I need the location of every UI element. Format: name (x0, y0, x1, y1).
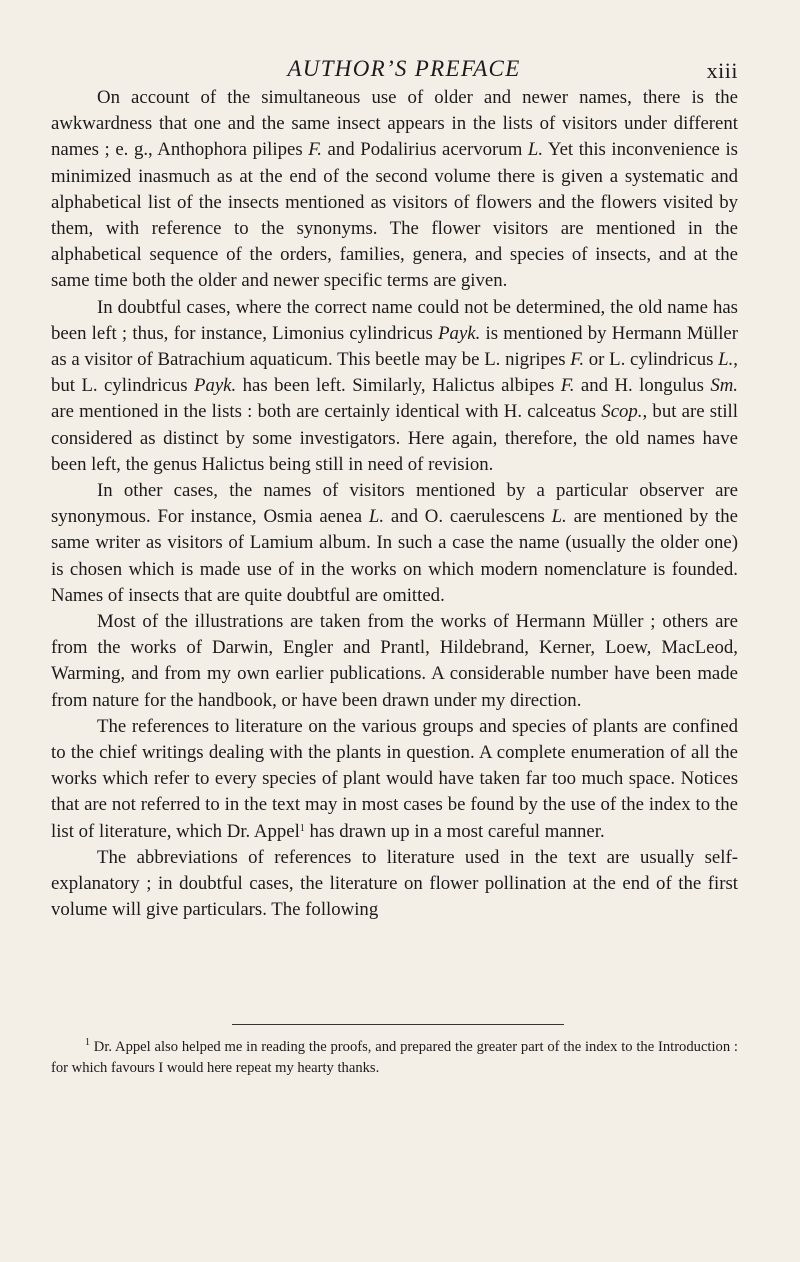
running-head (70, 42, 738, 82)
paragraph (51, 85, 738, 295)
paragraph (51, 714, 738, 845)
italic-text: L. (718, 349, 734, 371)
italic-text: F. (560, 375, 575, 397)
text-run: or L. cylindricus (584, 349, 719, 371)
text-run: and H. longulus (574, 375, 711, 397)
text-run: has been left. Similarly, Halictus albipes (236, 375, 561, 397)
italic-text: Sm. (710, 375, 738, 397)
footnotes (51, 1037, 738, 1079)
footnote-marker: 1 (299, 822, 305, 834)
italic-text: Payk. (438, 322, 481, 344)
text-run: The references to literature on the various groups and species of plants are confined to the chief writings dealing with the plants in question. A complete enumeration of all the works which refer to every species of plant would have taken far too much space. Notices that are not referred to in the text may in most cases be found by the use of the index to the list of literature, which Dr. Appel (51, 715, 738, 842)
italic-text: F. (570, 349, 585, 371)
text-run: are mentioned by the same writer as visitors of Lamium album. In such a case the name (usually the older one) is chosen which is made use of in the works on which modern nomenclature is founded. Names of insects that are quite doubtful are omitted. (51, 506, 738, 606)
paragraph (51, 845, 738, 924)
text-run: On account of the simultaneous use of older and newer names, there is the awkwardness that one and the same insect appears in the lists of visitors under different names ; e. g., Anthophora pilipes (51, 87, 738, 161)
page-number: xiii (706, 58, 738, 83)
text-run: has drawn up in a most careful manner. (304, 820, 605, 842)
italic-text: L. (551, 506, 567, 528)
italic-text: L. (368, 506, 385, 528)
paragraph (51, 478, 738, 609)
italic-text: Scop. (601, 401, 643, 423)
text-run: In other cases, the names of visitors mentioned by a particular observer are synonymous. For instance, Osmia aenea (51, 480, 738, 528)
text-run: Yet this inconvenience is minimized inasmuch as at the end of the second volume there is given a systematic and alphabetical list of the insects mentioned as visitors of flowers and the flowers visited by them, with reference to the synonyms. The flower visitors are mentioned in the alphabetical sequence of the orders, families, genera, and species of insects, and at the same time both the older and newer specific terms are given. (51, 139, 738, 292)
text-run: are mentioned in the lists : both are certainly identical with H. calceatus (51, 401, 602, 423)
running-title: AUTHOR’S PREFACE (287, 56, 521, 81)
italic-text: Payk. (193, 375, 237, 397)
text-run: and O. caerulescens (384, 506, 552, 528)
text-run: In doubtful cases, where the correct name could not be determined, the old name has been left ; thus, for instance, Limonius cylindricus (51, 296, 738, 344)
text-run: and Podalirius acervorum (321, 139, 528, 161)
text-run: , but are still considered as distinct by some investigators. Here again, therefore, the old names have been left, the genus Halictus being still in need of revision. (51, 401, 738, 475)
footnote-divider (232, 1024, 564, 1025)
text-run: The abbreviations of references to literature used in the text are usually self-explanatory ; in doubtful cases, the literature on flower pollination at the end of the first volume will give particulars. The following (51, 846, 738, 921)
text-run: , but L. cylindricus (51, 349, 738, 397)
text-run: Dr. Appel also helped me in reading the proofs, and prepared the greater part of the index to the Introduction : for which favours I would here repeat my hearty thanks. (51, 1039, 738, 1076)
footnote (51, 1037, 738, 1079)
body-text (51, 85, 738, 924)
footnote-marker: 1 (85, 1037, 90, 1048)
italic-text: F. (308, 139, 322, 161)
paragraph (51, 295, 738, 478)
text-run: is mentioned by Hermann Müller as a visitor of Batrachium aquaticum. This beetle may be L. nigripes (51, 322, 739, 371)
italic-text: L. (527, 139, 544, 161)
text-run: Most of the illustrations are taken from the works of Hermann Müller ; others are from the works of Darwin, Engler and Prantl, Hildebrand, Kerner, Loew, MacLeod, Warming, and from my own earlier publications. A considerable number have been made from nature for the handbook, or have been drawn under my direction. (51, 611, 738, 711)
paragraph (51, 609, 738, 714)
